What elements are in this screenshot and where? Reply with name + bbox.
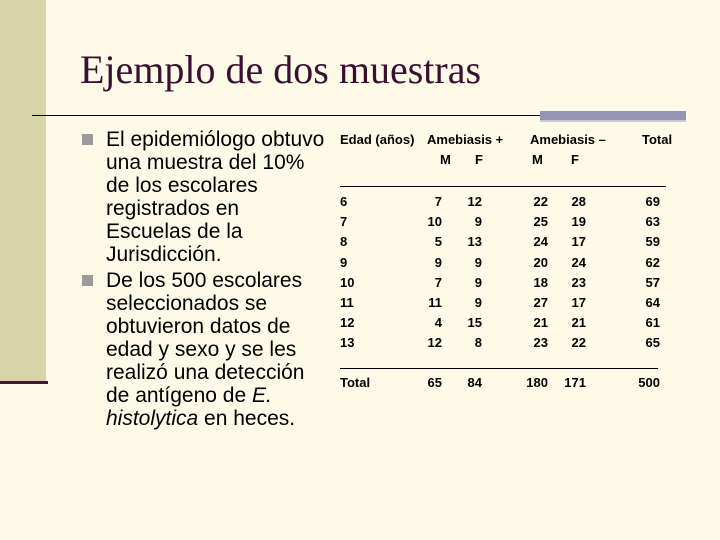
header-f-pos: F [475, 152, 483, 167]
header-f-neg: F [571, 152, 579, 167]
total-pos-f-cell: 84 [467, 375, 482, 390]
total-neg-m-cell: 180 [526, 375, 548, 390]
total-pos-m-cell: 65 [427, 375, 442, 390]
pos-f-cell: 13 [467, 234, 482, 250]
neg-f-cell: 22 [571, 335, 586, 351]
pos-f-cell: 12 [467, 194, 482, 209]
neg-m-cell: 23 [533, 335, 548, 351]
neg-m-cell: 24 [533, 234, 548, 250]
total-total-cell: 500 [638, 375, 660, 390]
pos-f-cell: 15 [467, 315, 482, 331]
header-total: Total [642, 132, 673, 147]
age-cell: 8 [340, 234, 348, 250]
total-cell: 61 [645, 315, 660, 331]
pos-f-cell: 9 [474, 274, 482, 290]
pos-m-cell: 10 [427, 214, 442, 230]
pos-m-cell: 7 [434, 274, 442, 290]
header-m-pos: M [440, 152, 451, 167]
neg-m-cell: 25 [533, 214, 548, 230]
neg-f-cell: 23 [571, 274, 586, 290]
total-cell: 63 [645, 214, 660, 230]
neg-m-cell: 21 [533, 315, 548, 331]
pos-f-cell: 9 [474, 214, 482, 230]
bullet-item [82, 269, 327, 430]
neg-m-cell: 20 [533, 254, 548, 270]
age-cell: 11 [340, 295, 354, 310]
neg-f-cell: 21 [571, 315, 586, 331]
age-cell: 7 [340, 214, 348, 230]
total-age-cell: Total [340, 375, 371, 390]
pos-f-cell: 8 [474, 335, 482, 351]
total-neg-f-cell: 171 [564, 375, 586, 390]
total-cell: 62 [645, 254, 660, 270]
neg-f-cell: 17 [571, 234, 586, 250]
total-rule [340, 368, 658, 369]
neg-f-cell: 19 [571, 214, 586, 230]
pos-m-cell: 11 [428, 295, 442, 310]
bullet-square-icon [82, 134, 93, 145]
pos-f-cell: 9 [474, 254, 482, 270]
header-amebiasis-pos: Amebiasis + [427, 132, 504, 147]
bullet-square-icon [82, 275, 93, 286]
bullet-text-end: en heces. [198, 407, 296, 430]
neg-f-cell: 24 [571, 254, 586, 270]
pos-m-cell: 9 [434, 254, 442, 270]
age-cell: 6 [340, 194, 348, 209]
total-cell: 59 [645, 234, 660, 250]
header-rule [340, 186, 666, 187]
age-cell: 10 [340, 274, 355, 290]
pos-m-cell: 4 [434, 315, 442, 331]
neg-f-cell: 17 [571, 295, 586, 310]
species-name: E. histolytica [106, 384, 272, 430]
neg-m-cell: 18 [533, 274, 548, 290]
header-m-neg: M [532, 152, 543, 167]
neg-f-cell: 28 [571, 194, 586, 209]
age-cell: 12 [340, 315, 355, 331]
title-accent-bar [540, 111, 686, 120]
title-accent-line [540, 120, 686, 122]
total-cell: 57 [645, 274, 660, 290]
pos-m-cell: 12 [427, 335, 442, 351]
header-amebiasis-neg: Amebiasis – [530, 132, 606, 147]
left-decor-bar [0, 0, 46, 382]
total-cell: 64 [645, 295, 660, 310]
header-age: Edad (años) [340, 132, 415, 147]
pos-m-cell: 5 [434, 234, 442, 250]
total-cell: 69 [645, 194, 660, 209]
bullet-list [82, 128, 327, 433]
neg-m-cell: 22 [533, 194, 548, 209]
age-cell: 13 [340, 335, 355, 351]
left-decor-line [0, 381, 48, 384]
pos-f-cell: 9 [474, 295, 482, 310]
pos-m-cell: 7 [434, 194, 442, 209]
title-rule [32, 115, 540, 116]
bullet-text: De los 500 escolares seleccionados se obtuvieron datos de edad y sexo y se les realizó una detección de antígeno de [106, 269, 305, 407]
bullet-item [82, 128, 327, 266]
bullet-text: El epidemiólogo obtuvo una muestra del 10% de los escolares registrados en Escuelas de la Jurisdicción. [106, 128, 325, 266]
total-cell: 65 [645, 335, 660, 351]
age-cell: 9 [340, 254, 348, 270]
neg-m-cell: 27 [533, 295, 548, 310]
slide-title: Ejemplo de dos muestras [80, 47, 482, 92]
